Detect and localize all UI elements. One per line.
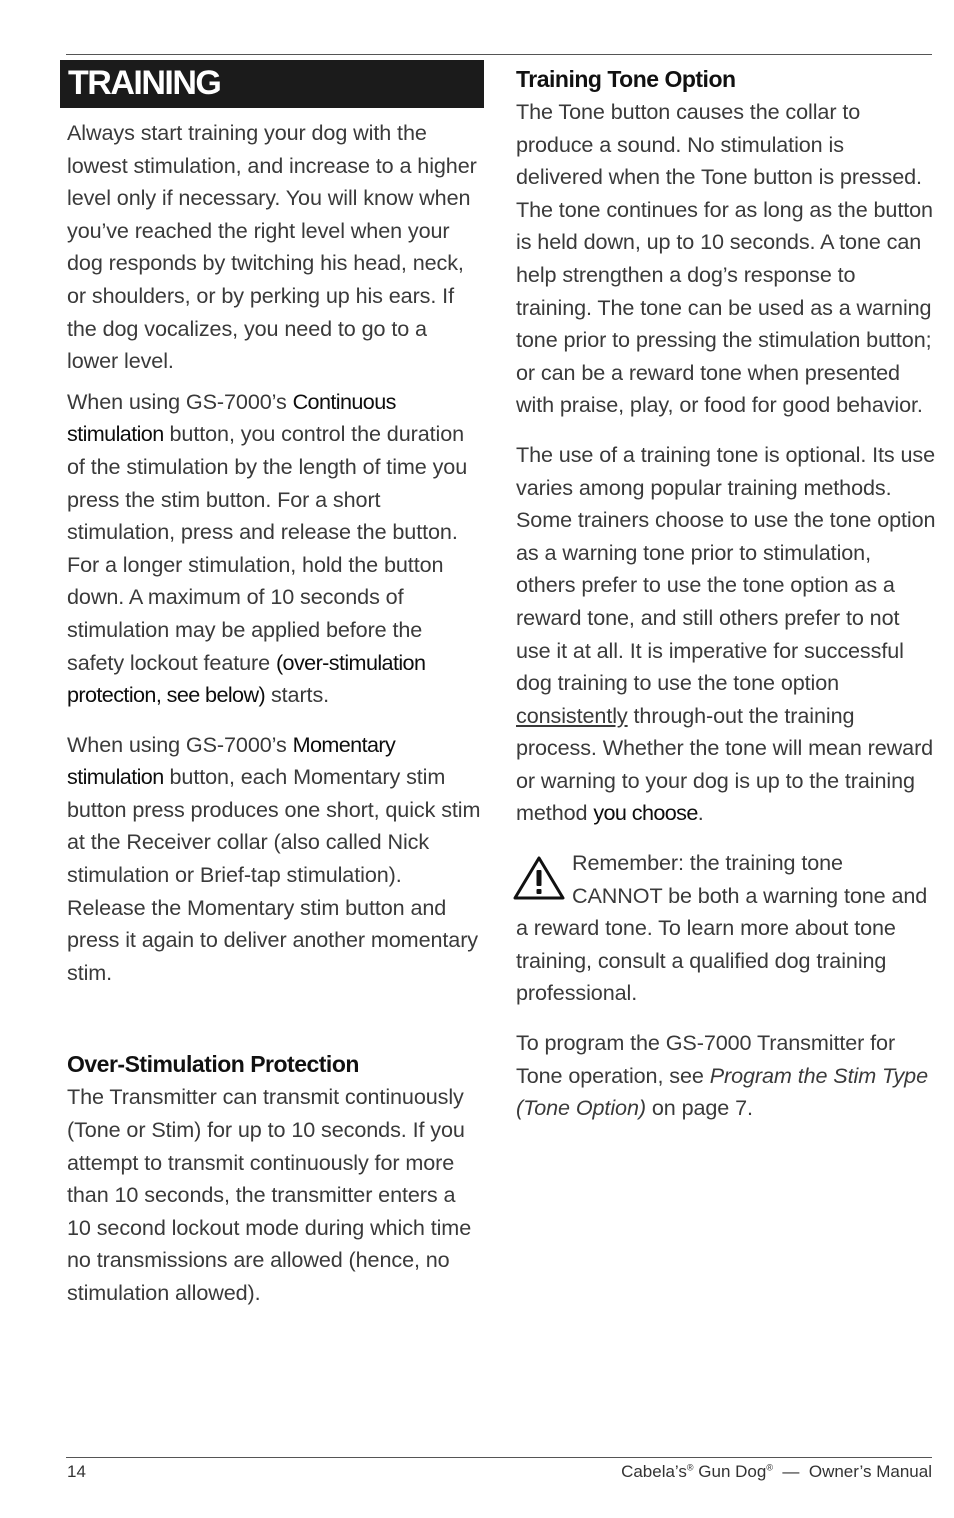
continuous-body: button, you control the duration of the stimulation by the length of time you press the stim button. For a short stimulation, press and release the button. For a longer stimulation, hold the button down. A maximum of 10 seconds of stimulation may be applied before the safety lockout feature xyxy=(67,421,468,675)
continuous-paragraph xyxy=(67,386,482,712)
continuous-tail: starts. xyxy=(265,682,330,708)
momentary-term: Momentary stimulation xyxy=(67,731,396,790)
section-title-banner xyxy=(60,60,484,108)
tone-button-paragraph: The Tone button causes the collar to produce a sound. No stimulation is delivered when the Tone button is pressed. The tone continues for as long as the button is held down, up to 10 seconds. A tone can help strengthen a dog’s response to training. The tone can be used as a warning tone prior to pressing the stimulation button; or can be a reward tone when presented with praise, play, or food for good behavior. xyxy=(516,99,933,418)
warning-note xyxy=(516,847,936,1010)
tone-optional-lead: The use of a training tone is optional. Its use varies among popular training methods. Some trainers choose to use the tone option as a warning tone prior to stimulation, others prefer to use the tone option as a reward tone, and still others prefer to not use it at all. It is imperative for successful dog training to use the tone option xyxy=(516,441,936,696)
footer-brand: Cabela’s xyxy=(621,1462,687,1481)
intro-paragraph: Always start training your dog with the lowest stimulation, and increase to a higher level only if necessary. You will know when you’ve reached the right level when your dog responds by twitching his head, neck, or shoulders, or by perking up his ears. If the dog vocalizes, you need to go to a lower level. xyxy=(67,120,477,374)
consistently-text: consistently xyxy=(516,702,628,728)
left-column xyxy=(67,117,482,1310)
tone-optional-body: through-out the training process. Whether the tone will mean reward or warning to your dog is up to the training method xyxy=(516,702,934,826)
bottom-rule xyxy=(66,1457,932,1458)
warning-text: Remember: the training tone CANNOT be both a warning tone and a reward tone. To learn more about tone training, consult a qualified dog training professional. xyxy=(516,850,928,1006)
over-stimulation-heading: Over-Stimulation Protection xyxy=(67,1051,359,1078)
training-tone-heading: Training Tone Option xyxy=(516,66,736,92)
footer-manual-title xyxy=(621,1462,932,1482)
page-number: 14 xyxy=(67,1462,86,1481)
footer-product: Gun Dog xyxy=(693,1462,767,1481)
registered-mark: ® xyxy=(766,1462,773,1473)
top-rule xyxy=(66,54,932,55)
momentary-paragraph xyxy=(67,729,482,990)
program-stim-reference: Program the Stim Type (Tone Option) xyxy=(516,1062,928,1121)
over-stimulation-paragraph: The Transmitter can transmit continuously (Tone or Stim) for up to 10 seconds. If you attempt to transmit continuously for more than 10 seconds, the transmitter enters a 10 second lockout mode during which time no transmissions are allowed (hence, no stimulation allowed). xyxy=(67,1084,472,1305)
tone-optional-paragraph xyxy=(516,439,936,830)
registered-mark: ® xyxy=(686,1462,694,1473)
continuous-lead: When using GS-7000’s xyxy=(67,388,293,414)
right-column xyxy=(516,62,936,1125)
tone-optional-end: . xyxy=(697,800,704,826)
section-title: TRAINING xyxy=(68,64,221,102)
momentary-lead: When using GS-7000’s xyxy=(67,731,293,757)
you-choose-text: you choose xyxy=(593,800,698,826)
momentary-body: button, each Momentary stim button press produces one short, quick stim at the Receiver collar (also called Nick stimulation or Brief-tap stimulation). Release the Momentary stim button and press it again to deliver another momentary stim. xyxy=(67,764,481,985)
footer-suffix: — Owner’s Manual xyxy=(772,1462,932,1481)
program-tone-paragraph xyxy=(516,1027,936,1125)
warning-triangle-icon xyxy=(512,855,566,901)
program-tone-tail: on page 7. xyxy=(645,1095,753,1121)
over-stim-reference: (over-stimulation protection, see below) xyxy=(67,649,426,708)
continuous-term: Continuous stimulation xyxy=(67,388,396,447)
program-tone-lead: To program the GS-7000 Transmitter for Tone operation, see xyxy=(516,1030,896,1088)
